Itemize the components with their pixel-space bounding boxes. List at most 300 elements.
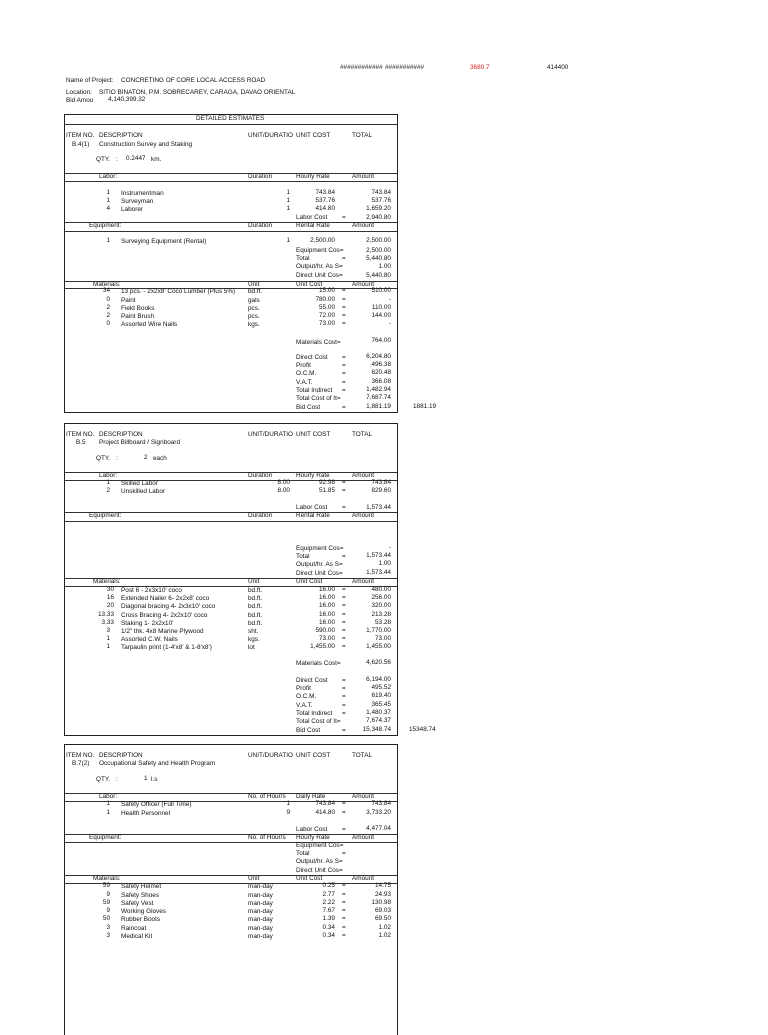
item-no-header: ITEM NO.	[66, 431, 95, 438]
row-rate: 414.80	[315, 205, 335, 212]
summary-label: Total	[296, 255, 310, 262]
eq-sign: =	[342, 915, 346, 922]
right-value: 414400	[547, 64, 569, 71]
eq-sign: =	[342, 643, 346, 650]
row-amount: 69.03	[375, 907, 391, 914]
divider	[64, 124, 397, 125]
row-name: Post 6 - 2x3x10' coco	[121, 587, 182, 594]
total-label: O.C.M.	[296, 693, 317, 700]
hash-value-2: ###########	[385, 64, 425, 71]
row-duration: 1	[286, 205, 290, 212]
total-label: Direct Cost	[296, 677, 328, 684]
summary-value: 5,440.80	[366, 272, 391, 279]
row-cost: 16.00	[319, 619, 335, 626]
total-value: 1,482.94	[366, 386, 391, 393]
divider	[64, 842, 397, 843]
summary-value: 2,500.00	[366, 247, 391, 254]
row-count: 1	[106, 809, 110, 816]
row-amount: 480.00	[371, 586, 391, 593]
row-count: 3	[106, 932, 110, 939]
row-unit: kgs.	[248, 321, 260, 328]
row-name: Safety Shoes	[121, 892, 160, 899]
row-unit: bd.ft.	[248, 587, 263, 594]
eq-sign: =	[342, 611, 346, 618]
labor-cost: 2,940.80	[366, 214, 391, 221]
row-unit: bd.ft.	[248, 603, 263, 610]
row-duration: 8.00	[277, 487, 290, 494]
equipment-col-rate: Rental Rate	[296, 512, 330, 519]
divider	[64, 181, 397, 182]
eq-sign: =	[342, 553, 346, 560]
row-cost: 16.00	[319, 594, 335, 601]
row-amount: 110.00	[371, 304, 391, 311]
bid-cost-label: Bid Cost	[296, 727, 321, 734]
row-unit: man-day	[248, 900, 273, 907]
row-count: 59	[102, 899, 110, 906]
row-cost: 1,455.00	[310, 643, 335, 650]
qty-value: 2	[144, 454, 148, 461]
row-amount: 69.50	[375, 915, 391, 922]
row-unit: pcs.	[248, 305, 260, 312]
description-header: DESCRIPTION	[99, 431, 143, 438]
eq-sign: =	[342, 304, 346, 311]
row-name: Diagonal bracing 4- 2x3x10' coco	[121, 603, 216, 610]
row-amount: 829.60	[371, 487, 391, 494]
row-unit: man-day	[248, 916, 273, 923]
summary-label: Equipment Cos=	[296, 545, 344, 552]
row-amount: 320.00	[371, 602, 391, 609]
row-count: 1	[106, 479, 110, 486]
total-value: 366.08	[371, 378, 391, 385]
divider	[64, 883, 397, 884]
equipment-col-amount: Amount	[352, 222, 375, 229]
eq-sign: =	[342, 214, 346, 221]
row-count: 2	[106, 312, 110, 319]
location: SITIO BINATON, P.M. SOBRECAREY, CARAGA, DAVAO ORIENTAL	[99, 89, 296, 96]
row-count: 1	[106, 800, 110, 807]
summary-label: Equipment Cos=	[296, 842, 344, 849]
row-count: 34	[102, 287, 110, 294]
row-cost: 73.00	[319, 635, 335, 642]
total-label: Total Cost of It=	[296, 395, 341, 402]
row-cost: 72.00	[319, 312, 335, 319]
unit-duration-header: UNIT/DURATIO	[248, 132, 293, 139]
row-rate: 537.76	[315, 197, 335, 204]
item-code: B.4(1)	[72, 141, 90, 148]
row-name: Rubber Boots	[121, 916, 161, 923]
equipment-col-amount: Amount	[352, 834, 375, 841]
eq-sign: =	[342, 932, 346, 939]
row-name: Surveyman	[121, 198, 154, 205]
description-header: DESCRIPTION	[99, 752, 143, 759]
labor-cost-label: Labor Cost	[296, 826, 328, 833]
row-amount: 1,770.00	[366, 627, 391, 634]
row-amount: -	[388, 296, 391, 303]
bid-cost-outside: 1881.19	[413, 403, 437, 410]
qty-colon: :	[116, 776, 118, 783]
row-count: 3.33	[101, 619, 114, 626]
row-name: 13 pcs. - 2x2x8' Coco Lumber (Plus 5%)	[121, 288, 236, 295]
bid-cost: 15,348.74	[362, 726, 391, 733]
materials-col-cost: Unit Cost	[296, 875, 323, 882]
unit-cost-header: UNIT COST	[296, 431, 331, 438]
row-amount: 743.84	[371, 800, 391, 807]
total-label: O.C.M.	[296, 370, 317, 377]
row-amount: 1.02	[378, 932, 391, 939]
row-count: 13.33	[98, 611, 114, 618]
total-value: 619.40	[371, 692, 391, 699]
row-unit: pcs.	[248, 313, 260, 320]
labor-col-duration: Duration	[248, 173, 273, 180]
labor-cost-label: Labor Cost	[296, 504, 328, 511]
total-value: 495.52	[371, 684, 391, 691]
eq-sign: =	[342, 899, 346, 906]
row-unit: bd.ft.	[248, 620, 263, 627]
row-count: 1	[106, 237, 110, 244]
summary-value: 1,573.44	[366, 552, 391, 559]
materials-cost-label: Materials Cost=	[296, 339, 341, 346]
unit-duration-header: UNIT/DURATIO	[248, 431, 293, 438]
row-duration: 1	[286, 189, 290, 196]
red-value: 3680.7	[470, 64, 490, 71]
row-count: 30	[106, 586, 114, 593]
summary-value: 1.00	[378, 263, 391, 270]
row-amount: 743.84	[371, 189, 391, 196]
row-amount: 24.93	[375, 891, 391, 898]
qty-colon: :	[116, 156, 118, 163]
row-name: Staking 1- 2x2x10'	[121, 620, 174, 627]
row-name: Health Personnel	[121, 810, 171, 817]
row-name: Skilled Labor	[121, 480, 158, 487]
row-duration: 1	[286, 197, 290, 204]
summary-label: Output/hr. As S=	[296, 263, 343, 270]
row-amount: 53.28	[375, 619, 391, 626]
materials-col-amount: Amount	[352, 578, 375, 585]
eq-sign: =	[342, 320, 346, 327]
row-amount: 213.28	[371, 611, 391, 618]
row-cost: 780.00	[315, 296, 335, 303]
qty-label: QTY.	[96, 156, 111, 163]
qty-unit: km.	[151, 156, 162, 163]
row-count: 9	[106, 907, 110, 914]
qty-unit: each	[153, 455, 167, 462]
eq-sign: =	[342, 710, 346, 717]
qty-value: 0.2447	[126, 155, 146, 162]
row-amount: 1,455.00	[366, 643, 391, 650]
qty-colon: :	[116, 455, 118, 462]
row-cost: 55.00	[319, 304, 335, 311]
summary-label: Direct Unit Cos=	[296, 570, 343, 577]
eq-sign: =	[342, 627, 346, 634]
row-name: Laborer	[121, 206, 144, 213]
total-value: 620.48	[371, 369, 391, 376]
row-amount: -	[388, 320, 391, 327]
item-no-header: ITEM NO.	[66, 752, 95, 759]
section-3-box	[64, 744, 398, 1035]
eq-sign: =	[342, 619, 346, 626]
materials-label: Materials:	[93, 281, 121, 288]
materials-label: Materials:	[93, 875, 121, 882]
row-name: Assorted Wire Nails	[121, 321, 178, 328]
labor-cost-label: Labor Cost	[296, 214, 328, 221]
row-cost: 2.22	[322, 899, 335, 906]
materials-col-unit: Unit	[248, 875, 260, 882]
row-rate: 92.98	[319, 479, 335, 486]
row-amount: 144.00	[371, 312, 391, 319]
eq-sign: =	[342, 404, 346, 411]
materials-col-cost: Unit Cost	[296, 578, 323, 585]
unit-cost-header: UNIT COST	[296, 752, 331, 759]
materials-col-unit: Unit	[248, 578, 260, 585]
qty-value: 1	[144, 775, 148, 782]
row-amount: 3,733.20	[366, 809, 391, 816]
location-label: Location:	[66, 89, 92, 96]
row-cost: 16.00	[319, 586, 335, 593]
eq-sign: =	[342, 312, 346, 319]
row-count: 1	[106, 197, 110, 204]
row-name: Assorted C.W. Nails	[121, 636, 178, 643]
total-header: TOTAL	[352, 431, 373, 438]
summary-value: -	[388, 544, 391, 551]
divider	[64, 231, 397, 232]
row-count: 1	[106, 643, 110, 650]
row-name: Tarpaulin print (1-4'x8' & 1-8'x8')	[121, 644, 212, 651]
row-cost: 16.00	[319, 611, 335, 618]
eq-sign: =	[342, 594, 346, 601]
unit-duration-header: UNIT/DURATIO	[248, 752, 293, 759]
equipment-col-amount: Amount	[352, 512, 375, 519]
row-cost: 0.25	[322, 882, 335, 889]
eq-sign: =	[342, 882, 346, 889]
row-unit: bd.ft.	[248, 288, 263, 295]
project-name-label: Name of Project:	[66, 77, 114, 84]
row-count: 1	[106, 189, 110, 196]
labor-col-duration: Duration	[248, 472, 273, 479]
eq-sign: =	[342, 362, 346, 369]
eq-sign: =	[342, 487, 346, 494]
row-count: 16	[106, 594, 114, 601]
eq-sign: =	[342, 287, 346, 294]
labor-label: Labor:	[99, 472, 118, 479]
labor-label: Labor:	[99, 173, 118, 180]
row-count: 0	[106, 320, 110, 327]
materials-col-cost: Unit Cost	[296, 281, 323, 288]
row-duration: 1	[286, 237, 290, 244]
eq-sign: =	[342, 924, 346, 931]
row-name: Extended Nailer 6- 2x2x8' coco	[121, 595, 210, 602]
item-code: B.7(2)	[72, 760, 90, 767]
bid-amount-label: Bid Amou	[66, 97, 94, 104]
bid-cost-label: Bid Cost	[296, 404, 321, 411]
row-name: Unskilled Labor	[121, 488, 166, 495]
total-label: Profit	[296, 685, 311, 692]
summary-value: 1.00	[378, 560, 391, 567]
row-amount: 73.00	[375, 635, 391, 642]
eq-sign: =	[342, 800, 346, 807]
equipment-col-duration: Duration	[248, 512, 273, 519]
eq-sign: =	[342, 677, 346, 684]
labor-label: Labor:	[99, 793, 118, 800]
divider	[64, 480, 397, 481]
row-unit: man-day	[248, 883, 273, 890]
equipment-col-hours: No. of Hour/s	[248, 834, 286, 841]
equipment-label: Equipment:	[89, 834, 122, 841]
row-cost: 590.00	[315, 627, 335, 634]
row-cost: 0.34	[322, 924, 335, 931]
qty-label: QTY.	[96, 455, 111, 462]
item-code: B.5	[76, 439, 86, 446]
materials-cost-label: Materials Cost=	[296, 660, 341, 667]
total-label: Direct Cost	[296, 354, 328, 361]
materials-col-amount: Amount	[352, 281, 375, 288]
divider	[64, 521, 397, 522]
summary-value: 5,440.80	[366, 255, 391, 262]
row-cost: 7.67	[322, 907, 335, 914]
eq-sign: =	[342, 826, 346, 833]
labor-col-rate: Hourly Rate	[296, 173, 330, 180]
row-name: Field Books	[121, 305, 155, 312]
total-value: 6,194.00	[366, 676, 391, 683]
row-amount: 14.75	[375, 882, 391, 889]
detailed-estimates-title: DETAILED ESTIMATES	[196, 115, 265, 122]
row-cost: 1.39	[322, 915, 335, 922]
total-value: 7,674.37	[366, 717, 391, 724]
eq-sign: =	[342, 685, 346, 692]
row-duration: 8.00	[277, 479, 290, 486]
eq-sign: =	[342, 907, 346, 914]
eq-sign: =	[342, 479, 346, 486]
total-header: TOTAL	[352, 752, 373, 759]
total-label: Profit	[296, 362, 311, 369]
row-rate: 743.84	[315, 800, 335, 807]
row-name: Safety Helmet	[121, 883, 162, 890]
description-header: DESCRIPTION	[99, 132, 143, 139]
row-count: 2	[106, 304, 110, 311]
row-count: 0	[106, 296, 110, 303]
total-label: V.A.T.	[296, 702, 313, 709]
item-title: Construction Survey and Staking	[99, 141, 193, 148]
row-cost: 15.00	[319, 287, 335, 294]
total-label: V.A.T.	[296, 379, 313, 386]
materials-label: Materials:	[93, 578, 121, 585]
row-amount: 130.98	[371, 899, 391, 906]
eq-sign: =	[342, 850, 346, 857]
row-unit: bd.ft.	[248, 612, 263, 619]
row-amount: 743.84	[371, 479, 391, 486]
row-count: 1	[106, 635, 110, 642]
row-amount: 1,659.20	[366, 205, 391, 212]
eq-sign: =	[342, 693, 346, 700]
row-name: Raincoat	[121, 925, 147, 932]
row-hours: 1	[286, 800, 290, 807]
summary-label: Total	[296, 553, 310, 560]
item-title: Occupational Safety and Health Program	[99, 760, 216, 767]
row-unit: gals	[248, 297, 260, 304]
total-label: Total Cost of It=	[296, 718, 341, 725]
row-cost: 0.34	[322, 932, 335, 939]
summary-label: Output/hr. As S=	[296, 858, 343, 865]
row-rate: 743.84	[315, 189, 335, 196]
total-value: 7,687.74	[366, 394, 391, 401]
equipment-label: Equipment:	[89, 222, 122, 229]
eq-sign: =	[342, 727, 346, 734]
total-label: Total Indirect	[296, 710, 333, 717]
eq-sign: =	[342, 635, 346, 642]
eq-sign: =	[342, 387, 346, 394]
equipment-col-rate: Hourly Rate	[296, 834, 330, 841]
row-amount: 510.00	[371, 287, 391, 294]
row-name: Surveying Equipment (Rental)	[121, 238, 207, 245]
row-amount: 2,500.00	[366, 237, 391, 244]
row-count: 4	[106, 205, 110, 212]
row-name: Paint Brush	[121, 313, 155, 320]
row-rate: 51.85	[319, 487, 335, 494]
eq-sign: =	[342, 370, 346, 377]
materials-col-amount: Amount	[352, 875, 375, 882]
row-unit: man-day	[248, 925, 273, 932]
labor-col-amount: Amount	[352, 173, 375, 180]
section-1-box	[64, 114, 398, 413]
summary-value: 1,573.44	[366, 569, 391, 576]
equipment-label: Equipment:	[89, 512, 122, 519]
hash-value-1: ############	[340, 64, 383, 71]
materials-cost: 4,620.56	[366, 659, 391, 666]
row-name: 1/2" thk. 4x8 Marine Plywood	[121, 628, 204, 635]
row-count: 50	[102, 915, 110, 922]
total-header: TOTAL	[352, 132, 373, 139]
item-no-header: ITEM NO.	[66, 132, 95, 139]
unit-cost-header: UNIT COST	[296, 132, 331, 139]
total-value: 1,480.37	[366, 709, 391, 716]
row-name: Working Gloves	[121, 908, 166, 915]
row-count: 3	[106, 627, 110, 634]
materials-col-unit: Unit	[248, 281, 260, 288]
summary-label: Direct Unit Cos=	[296, 272, 343, 279]
summary-label: Equipment Cos=	[296, 247, 344, 254]
row-amount: 537.76	[371, 197, 391, 204]
row-count: 20	[106, 602, 114, 609]
row-name: Cross Bracing 4- 2x2x10' coco	[121, 612, 208, 619]
row-amount: 1.02	[378, 924, 391, 931]
labor-col-amount: Amount	[352, 793, 375, 800]
divider	[64, 801, 397, 802]
eq-sign: =	[342, 702, 346, 709]
summary-label: Total	[296, 850, 310, 857]
eq-sign: =	[342, 602, 346, 609]
eq-sign: =	[342, 379, 346, 386]
materials-cost: 764.00	[371, 337, 391, 344]
total-label: Total Indirect	[296, 387, 333, 394]
bid-amount: 4,140,399.32	[108, 96, 146, 103]
qty-unit: l.s	[151, 776, 158, 783]
row-unit: lot	[248, 644, 255, 651]
qty-label: QTY.	[96, 776, 111, 783]
row-unit: man-day	[248, 892, 273, 899]
row-unit: kgs.	[248, 636, 260, 643]
eq-sign: =	[342, 809, 346, 816]
row-hours: 9	[286, 809, 290, 816]
labor-col-hours: No. of Hour/s	[248, 793, 286, 800]
row-cost: 2.77	[322, 891, 335, 898]
row-cost: 73.00	[319, 320, 335, 327]
total-value: 496.38	[371, 361, 391, 368]
labor-cost: 1,573.44	[366, 504, 391, 511]
row-unit: bd.ft.	[248, 595, 263, 602]
summary-label: Direct Unit Cos=	[296, 867, 343, 874]
eq-sign: =	[342, 255, 346, 262]
equipment-col-rate: Rental Rate	[296, 222, 330, 229]
row-name: Paint	[121, 297, 136, 304]
